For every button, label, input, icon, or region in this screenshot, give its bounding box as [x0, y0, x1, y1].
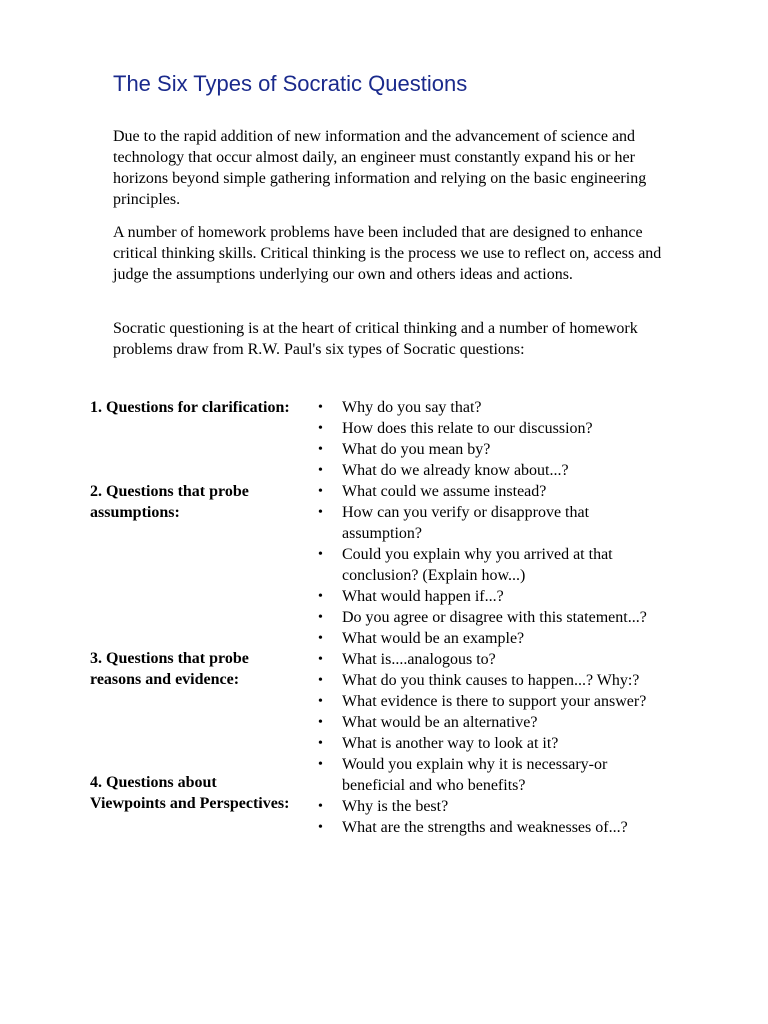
question-text: Why do you say that? [342, 399, 482, 416]
bullet-icon: • [318, 799, 323, 814]
question-text: How does this relate to our discussion? [342, 420, 593, 437]
question-item [318, 754, 658, 796]
question-item [318, 439, 658, 460]
bullet-icon: • [318, 484, 323, 499]
question-text: Would you explain why it is necessary-or beneficial and who benefits? [342, 756, 608, 794]
bullet-icon: • [318, 400, 323, 415]
bullet-icon: • [318, 820, 323, 835]
question-text: What could we assume instead? [342, 483, 547, 500]
question-list [318, 397, 658, 838]
intro-paragraph: Due to the rapid addition of new information and the advancement of science and technology that occur almost daily, an engineer must constantly expand his or her horizons beyond simple gathering information and relying on the basic engineering principles. [113, 128, 647, 208]
bullet-icon: • [318, 547, 323, 562]
question-text: What would be an alternative? [342, 714, 538, 731]
question-item [318, 712, 658, 733]
section-label-assumptions: 2. Questions that probe assumptions: [90, 483, 249, 521]
question-text: Could you explain why you arrived at that conclusion? (Explain how...) [342, 546, 613, 584]
question-item [318, 733, 658, 754]
bullet-icon: • [318, 736, 323, 751]
critical-thinking-paragraph: A number of homework problems have been included that are designed to enhance critical thinking skills. Critical thinking is the process we use to reflect on, access and judge the assumptions underlying our own and others ideas and actions. [113, 224, 662, 283]
question-text: What do we already know about...? [342, 462, 569, 479]
bullet-icon: • [318, 694, 323, 709]
bullet-icon: • [318, 715, 323, 730]
question-item [318, 481, 658, 502]
page-title: The Six Types of Socratic Questions [113, 71, 468, 96]
socratic-questioning-paragraph: Socratic questioning is at the heart of critical thinking and a number of homework problems draw from R.W. Paul's six types of Socratic questions: [113, 320, 638, 358]
question-item [318, 418, 658, 439]
question-item [318, 670, 658, 691]
bullet-icon: • [318, 505, 323, 520]
question-text: What would be an example? [342, 630, 525, 647]
bullet-icon: • [318, 421, 323, 436]
question-item [318, 628, 658, 649]
question-item [318, 691, 658, 712]
question-item [318, 502, 658, 544]
bullet-icon: • [318, 463, 323, 478]
question-item [318, 397, 658, 418]
question-text: What would happen if...? [342, 588, 504, 605]
question-text: What is another way to look at it? [342, 735, 559, 752]
question-text: What are the strengths and weaknesses of...? [342, 819, 628, 836]
bullet-icon: • [318, 673, 323, 688]
question-text: What do you think causes to happen...? Why:? [342, 672, 640, 689]
question-text: Why is the best? [342, 798, 449, 815]
question-text: What do you mean by? [342, 441, 491, 458]
question-item [318, 544, 658, 586]
question-text: What is....analogous to? [342, 651, 496, 668]
question-item [318, 460, 658, 481]
bullet-icon: • [318, 589, 323, 604]
section-label-clarification: 1. Questions for clarification: [90, 399, 290, 416]
question-item [318, 817, 658, 838]
question-item [318, 796, 658, 817]
question-item [318, 586, 658, 607]
question-item [318, 607, 658, 628]
question-item [318, 649, 658, 670]
question-text: What evidence is there to support your answer? [342, 693, 647, 710]
bullet-icon: • [318, 442, 323, 457]
question-text: How can you verify or disapprove that assumption? [342, 504, 590, 542]
section-label-reasons-evidence: 3. Questions that probe reasons and evidence: [90, 650, 249, 688]
section-label-viewpoints: 4. Questions about Viewpoints and Perspectives: [90, 774, 290, 812]
bullet-icon: • [318, 757, 323, 772]
bullet-icon: • [318, 610, 323, 625]
bullet-icon: • [318, 631, 323, 646]
bullet-icon: • [318, 652, 323, 667]
question-text: Do you agree or disagree with this statement...? [342, 609, 647, 626]
